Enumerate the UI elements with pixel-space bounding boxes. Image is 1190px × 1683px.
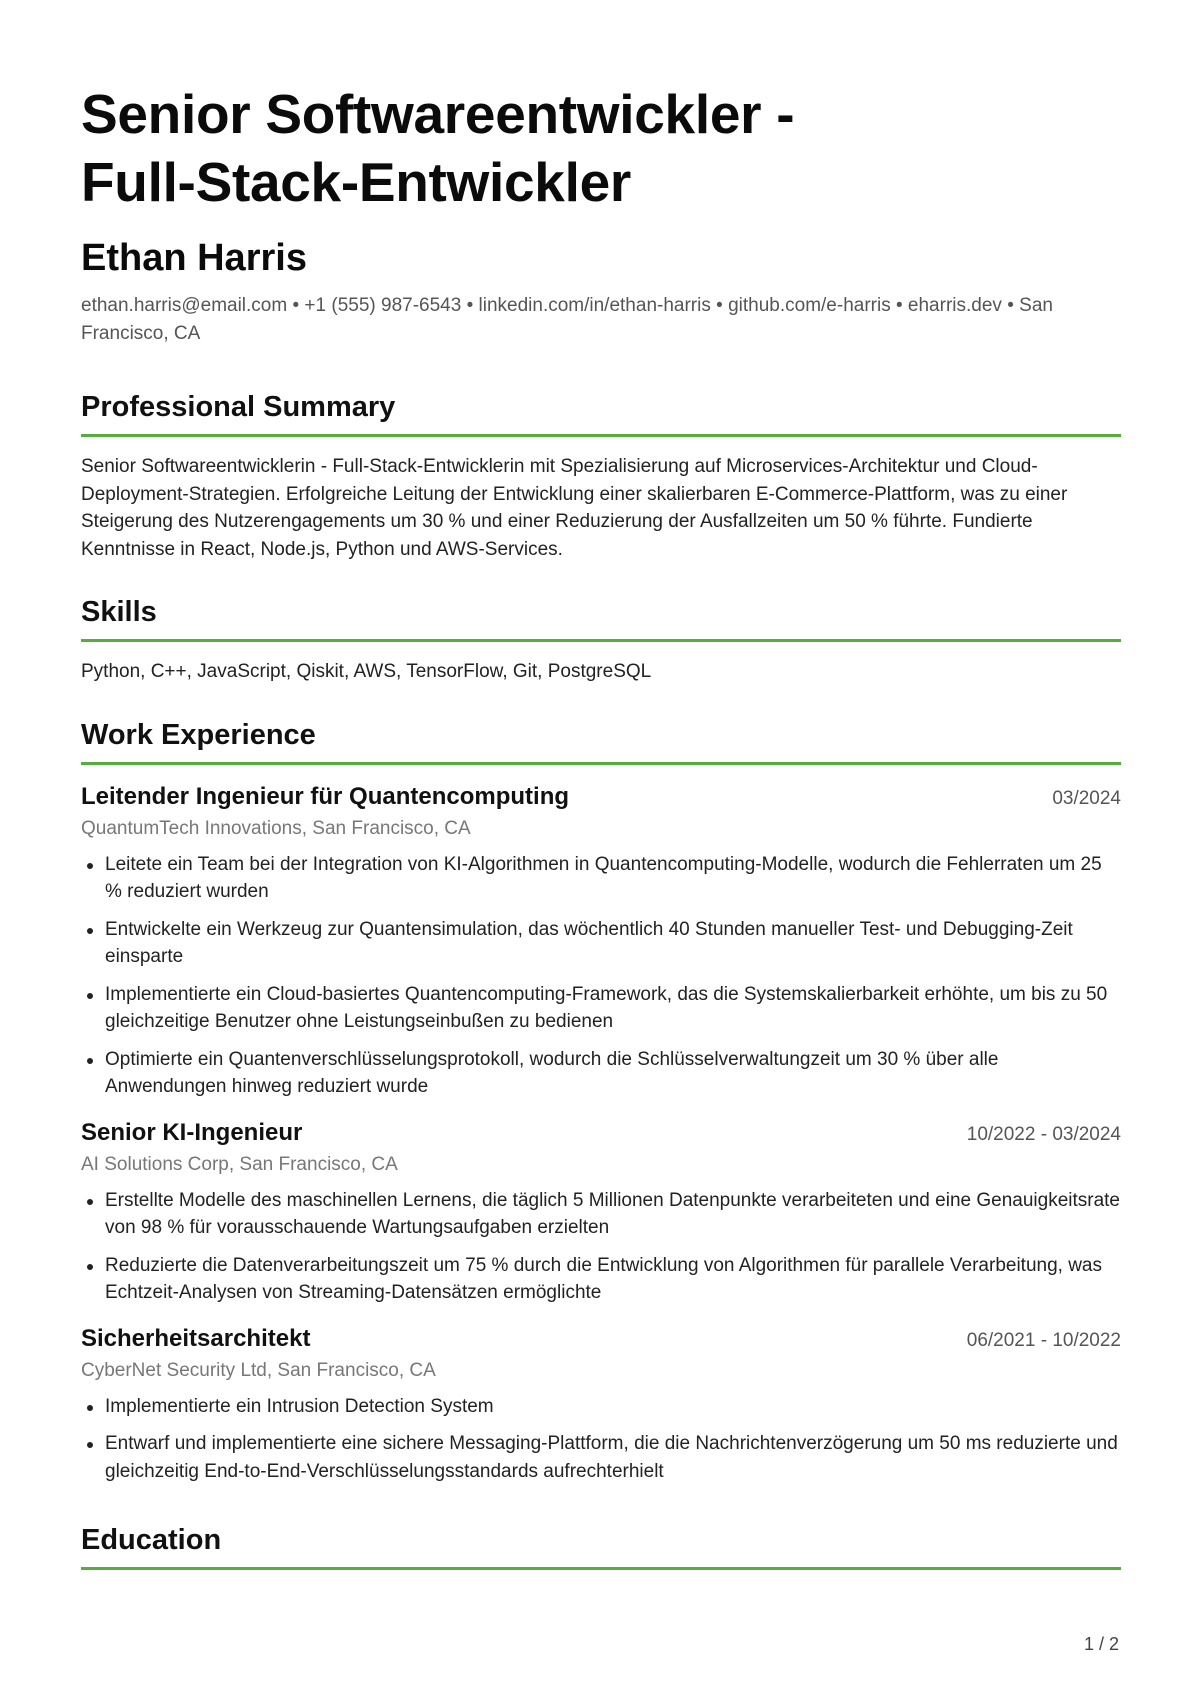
contact-github: • github.com/e-harris xyxy=(711,295,891,316)
bullet-item: Entwarf und implementierte eine sichere Messaging-Plattform, die die Nachrichtenverzögerung um 50 ms reduzierte und gleichzeitig End-to-End-Verschlüsselungsstandards aufrechterhielt xyxy=(81,1430,1121,1485)
contact-phone: • +1 (555) 987-6543 xyxy=(287,295,461,316)
bullet-item: Implementierte ein Cloud-basiertes Quantencomputing-Framework, das die Systemskalierbarkeit erhöhte, um bis zu 50 gleichzeitige Benutzer ohne Leistungseinbußen zu bedienen xyxy=(81,981,1121,1036)
document-title xyxy=(81,80,1121,216)
contact-location: • San Francisco, CA xyxy=(81,295,1053,344)
skills-text: Python, C++, JavaScript, Qiskit, AWS, TensorFlow, Git, PostgreSQL xyxy=(81,661,652,682)
job-date: 06/2021 - 10/2022 xyxy=(966,1329,1121,1351)
resume-page xyxy=(81,80,1121,1570)
section-title-experience: Work Experience xyxy=(81,716,1121,765)
job-title: Senior KI-Ingenieur xyxy=(81,1118,303,1146)
job-title: Sicherheitsarchitekt xyxy=(81,1324,311,1352)
bullet-item: Reduzierte die Datenverarbeitungszeit um 75 % durch die Entwicklung von Algorithmen für parallele Verarbeitung, was Echtzeit-Analysen von Streaming-Datensätzen ermöglichte xyxy=(81,1252,1121,1307)
education-section xyxy=(81,1521,1121,1570)
bullet-item: Entwickelte ein Werkzeug zur Quantensimulation, das wöchentlich 40 Stunden manueller Test- und Debugging-Zeit einsparte xyxy=(81,916,1121,971)
summary-section xyxy=(81,388,1121,563)
contact-linkedin: • linkedin.com/in/ethan-harris xyxy=(461,295,711,316)
contact-website: • eharris.dev xyxy=(891,295,1002,316)
job-company: AI Solutions Corp, San Francisco, CA xyxy=(81,1153,398,1175)
title-line-2: Full-Stack-Entwickler xyxy=(81,151,631,213)
job-bullets xyxy=(81,1393,1121,1486)
candidate-name: Ethan Harris xyxy=(81,237,307,279)
job-entry xyxy=(81,781,1121,1101)
skills-section xyxy=(81,593,1121,686)
job-entry xyxy=(81,1323,1121,1486)
bullet-item: Leitete ein Team bei der Integration von KI-Algorithmen in Quantencomputing-Modelle, wodurch die Fehlerraten um 25 % reduziert wurden xyxy=(81,851,1121,906)
job-entry xyxy=(81,1117,1121,1307)
section-title-summary: Professional Summary xyxy=(81,388,1121,437)
bullet-item: Optimierte ein Quantenverschlüsselungsprotokoll, wodurch die Schlüsselverwaltungzeit um 30 % über alle Anwendungen hinweg reduziert wurde xyxy=(81,1046,1121,1101)
bullet-item: Implementierte ein Intrusion Detection System xyxy=(81,1393,1121,1421)
job-date: 03/2024 xyxy=(1052,787,1121,809)
job-title: Leitender Ingenieur für Quantencomputing xyxy=(81,782,570,810)
summary-text: Senior Softwareentwicklerin - Full-Stack-Entwicklerin mit Spezialisierung auf Microservices-Architektur und Cloud-Deployment-Strategien. Erfolgreiche Leitung der Entwicklung einer skalierbaren E-Commerce-Plattform, was zu einer Steigerung des Nutzerengagements um 30 % und einer Reduzierung der Ausfallzeiten um 50 % führte. Fundierte Kenntnisse in React, Node.js, Python und AWS-Services. xyxy=(81,456,1068,560)
contact-line xyxy=(81,292,1121,348)
page-number: 1 / 2 xyxy=(1083,1634,1119,1654)
job-company: CyberNet Security Ltd, San Francisco, CA xyxy=(81,1359,436,1381)
job-bullets xyxy=(81,1187,1121,1307)
bullet-item: Erstellte Modelle des maschinellen Lernens, die täglich 5 Millionen Datenpunkte verarbeiteten und eine Genauigkeitsrate von 98 % für vorausschauende Wartungsaufgaben erzielten xyxy=(81,1187,1121,1242)
job-bullets xyxy=(81,851,1121,1101)
title-line-1: Senior Softwareentwickler - xyxy=(81,83,795,145)
job-company: QuantumTech Innovations, San Francisco, CA xyxy=(81,817,471,839)
contact-email: ethan.harris@email.com xyxy=(81,295,288,316)
section-title-education: Education xyxy=(81,1521,1121,1570)
experience-section xyxy=(81,716,1121,1486)
job-date: 10/2022 - 03/2024 xyxy=(966,1123,1121,1145)
section-title-skills: Skills xyxy=(81,593,1121,642)
